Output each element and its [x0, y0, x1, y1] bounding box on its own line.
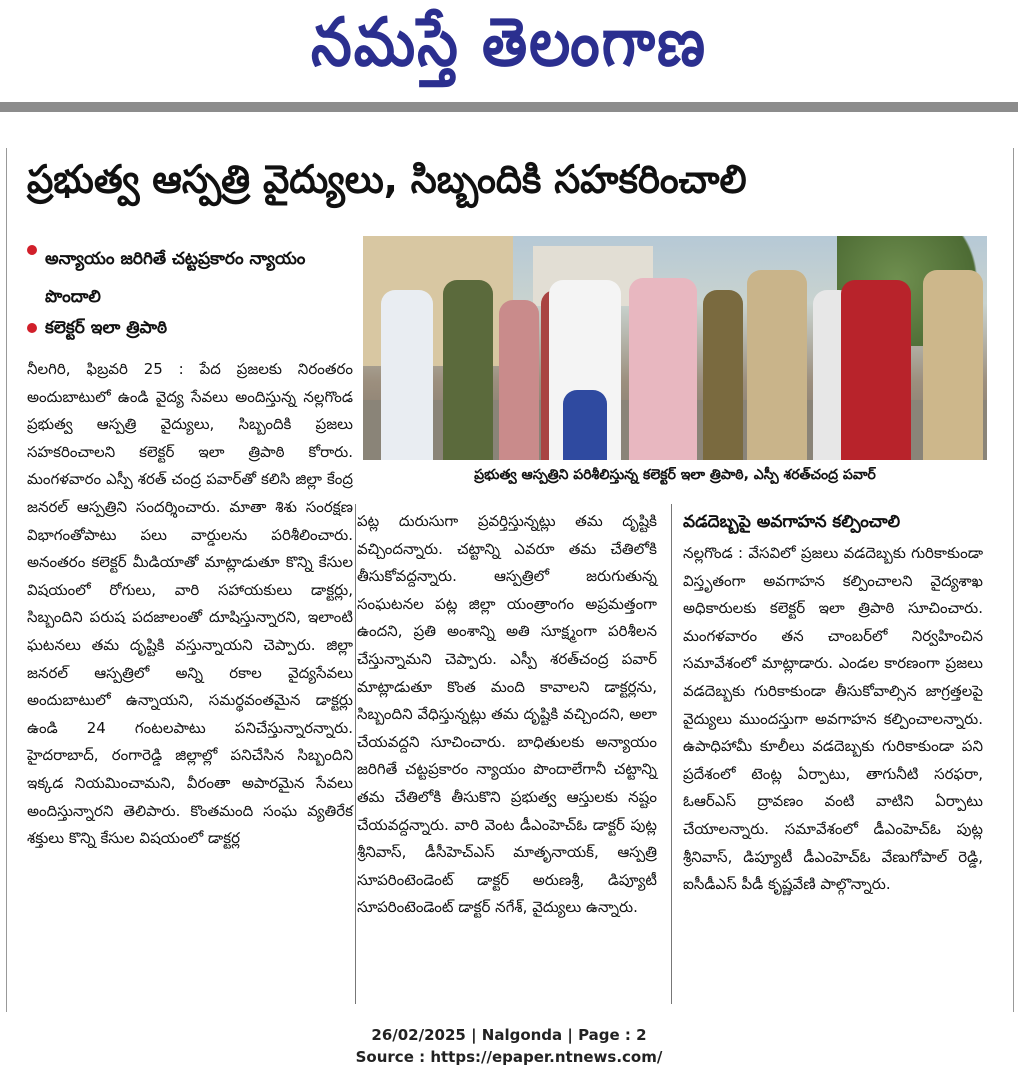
bullet-point-2 — [27, 318, 167, 342]
photo-caption: ప్రభుత్వ ఆస్పత్రిని పరిశీలిస్తున్న కలెక్టర్ ఇలా త్రిపాఠి, ఎస్పీ శరత్‌చంద్ర పవార్ — [363, 460, 987, 490]
footer-source: Source : https://epaper.ntnews.com/ — [355, 1048, 663, 1066]
column-divider — [671, 504, 672, 1004]
bullet-point-1 — [27, 240, 325, 316]
column-divider — [355, 504, 356, 1004]
bullet-icon — [27, 323, 37, 333]
article-column-1 — [27, 356, 353, 853]
page-footer — [0, 1024, 1018, 1068]
column-1-text: నీలగిరి, ఫిబ్రవరి 25 : పేద ప్రజలకు నిరంతరం అందుబాటులో ఉండి వైద్య సేవలు అందిస్తున్న నల్లగొండ ప్రభుత్వ ఆస్పత్రి వైద్యులు, సిబ్బందికి ప్రజలు సహకరించాలని కలెక్టర్ ఇలా త్రిపాఠి కోరారు. మంగళవారం ఎస్పీ శరత్ చంద్ర పవార్‌తో కలిసి జిల్లా కేంద్ర జనరల్ ఆస్పత్రిని సందర్శించారు. మాతా శిశు సంరక్షణ విభాగంతోపాటు పలు వార్డులను పరిశీలించారు. అనంతరం కలెక్టర్ మీడియాతో మాట్లాడుతూ కొన్ని కేసుల విషయంలో రోగులు, వారి సహాయకులు డాక్టర్లు, సిబ్బందిని పరుష పదజాలంతో దూషిస్తున్నారని, ఇలాంటి ఘటనలు తమ దృష్టికి వస్తున్నాయని చెప్పారు. జిల్లా జనరల్ ఆస్పత్రిలో అన్ని రకాల వైద్యసేవలు అందుబాటులో ఉన్నాయని, సమర్థవంతమైన డాక్టర్లు ఉండి 24 గంటలపాటు పనిచేస్తున్నారన్నారు. హైదరాబాద్, రంగారెడ్డి జిల్లాల్లో పనిచేసిన సిబ్బందిని ఇక్కడ నియమించామని, వీరంతా అపారమైన సేవలు అందిస్తున్నారని తెలిపారు. కొంతమంది సంఘ వ్యతిరేక శక్తులు కొన్ని కేసుల విషయంలో డాక్టర్ల — [27, 360, 353, 848]
masthead — [0, 0, 1018, 100]
news-clipping — [6, 148, 1014, 1012]
article-photo — [363, 236, 987, 460]
masthead-divider — [0, 102, 1018, 112]
bullet-text: కలెక్టర్ ఇలా త్రిపాఠి — [45, 318, 168, 338]
article-headline: ప్రభుత్వ ఆస్పత్రి వైద్యులు, సిబ్బందికి సహకరించాలి — [27, 156, 747, 203]
masthead-title: నమస్తే తెలంగాణ — [311, 2, 707, 81]
article-column-3 — [683, 540, 983, 899]
footer-edition-info: 26/02/2025 | Nalgonda | Page : 2 — [371, 1026, 647, 1044]
bullet-text: అన్యాయం జరిగితే చట్టప్రకారం న్యాయం పొందాలి — [45, 249, 306, 307]
column-3-text: నల్లగొండ : వేసవిలో ప్రజలు వడదెబ్బకు గురికాకుండా విస్తృతంగా అవగాహన కల్పించాలని వైద్యశాఖ అధికారులకు కలెక్టర్ ఇలా త్రిపాఠి సూచించారు. మంగళవారం తన చాంబర్‌లో నిర్వహించిన సమావేశంలో మాట్లాడారు. ఎండల కారణంగా ప్రజలు వడదెబ్బకు గురికాకుండా తీసుకోవాల్సిన జాగ్రత్తలపై వైద్యులు ముందస్తుగా అవగాహన కల్పించాలన్నారు. ఉపాధిహామీ కూలీలు వడదెబ్బకు గురికాకుండా పని ప్రదేశంలో టెంట్ల ఏర్పాటు, తాగునీటి సరఫరా, ఓఆర్ఎస్ ద్రావణం వంటి వాటిని ఏర్పాటు చేయాలన్నారు. సమావేశంలో డీఎంహెచ్ఓ పుట్ల శ్రీనివాస్, డిప్యూటీ డీఎంహెచ్ఓ వేణుగోపాల్ రెడ్డి, ఐసీడీఎస్ పీడీ కృష్ణవేణి పాల్గొన్నారు. — [683, 544, 983, 894]
bullet-icon — [27, 245, 37, 255]
article-column-2 — [357, 508, 657, 922]
column-2-text: పట్ల దురుసుగా ప్రవర్తిస్తున్నట్లు తమ దృష్టికి వచ్చిందన్నారు. చట్టాన్ని ఎవరూ తమ చేతిలోకి తీసుకోవద్దన్నారు. ఆస్పత్రిలో జరుగుతున్న సంఘటనల పట్ల జిల్లా యంత్రాంగం అప్రమత్తంగా ఉందని, ప్రతి అంశాన్ని అతి సూక్ష్మంగా పరిశీలన చేస్తున్నామని చెప్పారు. ఎస్పీ శరత్‌చంద్ర పవార్ మాట్లాడుతూ కొంత మంది కావాలని డాక్టర్లను, సిబ్బందిని వేధిస్తున్నట్లు తమ దృష్టికి వచ్చిందని, అలా చేయవద్దని సూచించారు. బాధితులకు అన్యాయం జరిగితే చట్టప్రకారం న్యాయం పొందాలేగానీ చట్టాన్ని తమ చేతిలోకి తీసుకొని ప్రభుత్వ ఆస్తులకు నష్టం చేయవద్దన్నారు. వారి వెంట డీఎంహెచ్ఓ డాక్టర్ పుట్ల శ్రీనివాస్, డీసీహెచ్ఎస్ మాతృనాయక్, ఆస్పత్రి సూపరింటెండెంట్ డాక్టర్ అరుణశ్రీ, డిప్యూటీ సూపరింటెండెంట్ డాక్టర్ నగేశ్, వైద్యులు ఉన్నారు. — [357, 512, 657, 917]
sub-article-headline: వడదెబ్బపై అవగాహన కల్పించాలి — [683, 512, 901, 532]
